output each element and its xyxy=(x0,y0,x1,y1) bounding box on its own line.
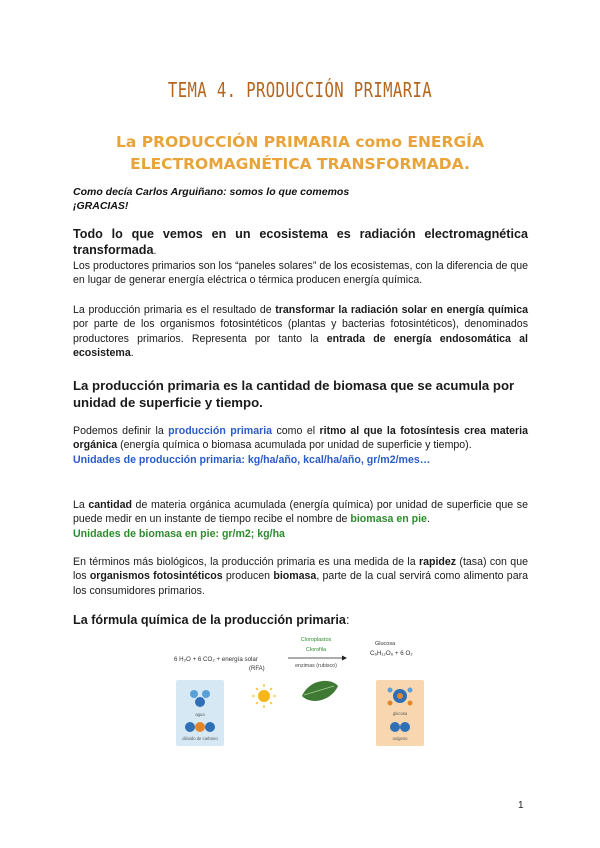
reactants-label: 6 H₂O + 6 CO₂ + energía solar xyxy=(174,656,258,663)
chlorophyll-label: Clorofila xyxy=(305,647,327,653)
paragraph-2 xyxy=(73,303,528,361)
hydrogen-atom-icon xyxy=(408,688,413,693)
water-label: agua xyxy=(195,712,205,717)
glucose-label: glucosa xyxy=(392,711,408,716)
subtitle xyxy=(60,131,540,175)
p3-e: (energía química o biomasa acumulada por unidad de superficie y tiempo). xyxy=(117,439,472,452)
carbon-atom-icon xyxy=(397,693,403,699)
photosynthesis-diagram xyxy=(170,634,440,746)
carbon-atom-icon xyxy=(388,701,393,706)
chloroplast-label: Cloroplastos xyxy=(300,637,332,643)
heading-1: La producción primaria es la cantidad de biomasa que se acumula por unidad de superficie y tiempo. xyxy=(73,378,515,410)
p5-g: , parte de la cual servirá como alimento para los consumidores primarios. xyxy=(73,570,529,597)
leaf-icon xyxy=(302,681,338,701)
p5-e: producen xyxy=(222,570,274,583)
p3-d: ritmo al que la fotosíntesis crea materia orgánica xyxy=(73,425,528,452)
p4-a: La xyxy=(73,499,89,511)
paragraph-3 xyxy=(73,424,528,467)
subtitle-line-2: ELECTROMAGNÉTICA TRANSFORMADA. xyxy=(130,155,470,173)
heading-2-end: : xyxy=(345,613,350,627)
p2-e: . xyxy=(130,347,134,360)
quote xyxy=(73,185,349,213)
carbon-atom-icon xyxy=(195,722,205,732)
p3-c: como el xyxy=(272,425,320,437)
oxygen-atom-icon xyxy=(185,722,195,732)
paragraph-1-body: Los productores primarios son los “paneles solares” de los ecosistemas, con la diferencia de que en lugar de generar energía eléctrica o térmica producen energía química. xyxy=(73,260,528,287)
p5-d: organismos fotosintéticos xyxy=(89,570,223,583)
paragraph-1 xyxy=(73,226,528,288)
subtitle-line-1: La PRODUCCIÓN PRIMARIA como ENERGÍA xyxy=(116,133,484,151)
carbon-atom-icon xyxy=(408,701,413,706)
p5-b: rapidez xyxy=(418,556,457,568)
paragraph-4 xyxy=(73,498,528,541)
enzymes-label: enzimas (rubisco) xyxy=(295,663,337,669)
heading-2 xyxy=(73,612,528,629)
lead-line-2 xyxy=(73,242,528,259)
quote-line-2: ¡GRACIAS! xyxy=(73,200,129,212)
p4-units: Unidades de biomasa en pie: gr/m2; kg/ha xyxy=(73,527,285,540)
heading-2-text: La fórmula química de la producción primaria xyxy=(73,613,346,627)
lead-line-2-text: transformada xyxy=(73,243,154,257)
oxygen-atom-icon xyxy=(390,722,400,732)
lead-line-1: Todo lo que vemos en un ecosistema es radiación electromagnética xyxy=(73,227,528,241)
oxygen-atom-icon xyxy=(400,722,410,732)
p4-c: de materia orgánica acumulada (energía química) por unidad de superficie que se puede medir en un instante de tiempo recibe el nombre de xyxy=(73,499,528,526)
p5-c: (tasa) con que los xyxy=(73,556,528,583)
p3-units: Unidades de producción primaria: kg/ha/año, kcal/ha/año, gr/m2/mes… xyxy=(73,453,431,466)
p2-c: por parte de los organismos fotosintéticos (plantas y bacterias fotosintéticos), denominados productores primarios. Representa por tanto la xyxy=(73,318,528,345)
rfa-label: (RFA) xyxy=(249,666,265,672)
oxygen-atom-icon xyxy=(195,697,205,707)
lead-line-2-end: . xyxy=(153,245,157,257)
glucose-title-label: Glucosa xyxy=(375,641,396,647)
page-number: 1 xyxy=(518,800,524,811)
page-title: TEMA 4. PRODUCCIÓN PRIMARIA xyxy=(167,78,433,102)
arrow-head-icon xyxy=(342,656,347,661)
p4-e: . xyxy=(426,513,430,526)
p3-b: producción primaria xyxy=(168,425,273,437)
p2-b: transformar la radiación solar en energía química xyxy=(275,304,528,316)
p2-d: entrada de energía endosomática al ecosistema xyxy=(73,332,528,360)
hydrogen-atom-icon xyxy=(202,690,210,698)
p4-b: cantidad xyxy=(88,499,132,511)
products-label: C₆H₁₂O₆ + 6 O₂ xyxy=(370,650,413,657)
hydrogen-atom-icon xyxy=(190,690,198,698)
hydrogen-atom-icon xyxy=(388,688,393,693)
oxygen-atom-icon xyxy=(205,722,215,732)
p2-a: La producción primaria es el resultado de xyxy=(73,304,276,316)
quote-line-1: Como decía Carlos Arguiñano: somos lo que comemos xyxy=(73,186,350,198)
p3-a: Podemos definir la xyxy=(73,425,169,437)
p5-f: biomasa xyxy=(273,570,317,583)
co2-label: dióxido de carbono xyxy=(182,736,218,741)
p4-d: biomasa en pie xyxy=(350,513,427,526)
sun-icon xyxy=(252,684,276,708)
p5-a: En términos más biológicos, la producción primaria es una medida de la xyxy=(73,556,419,568)
oxygen-label: oxígeno xyxy=(392,736,408,741)
paragraph-5 xyxy=(73,555,528,598)
